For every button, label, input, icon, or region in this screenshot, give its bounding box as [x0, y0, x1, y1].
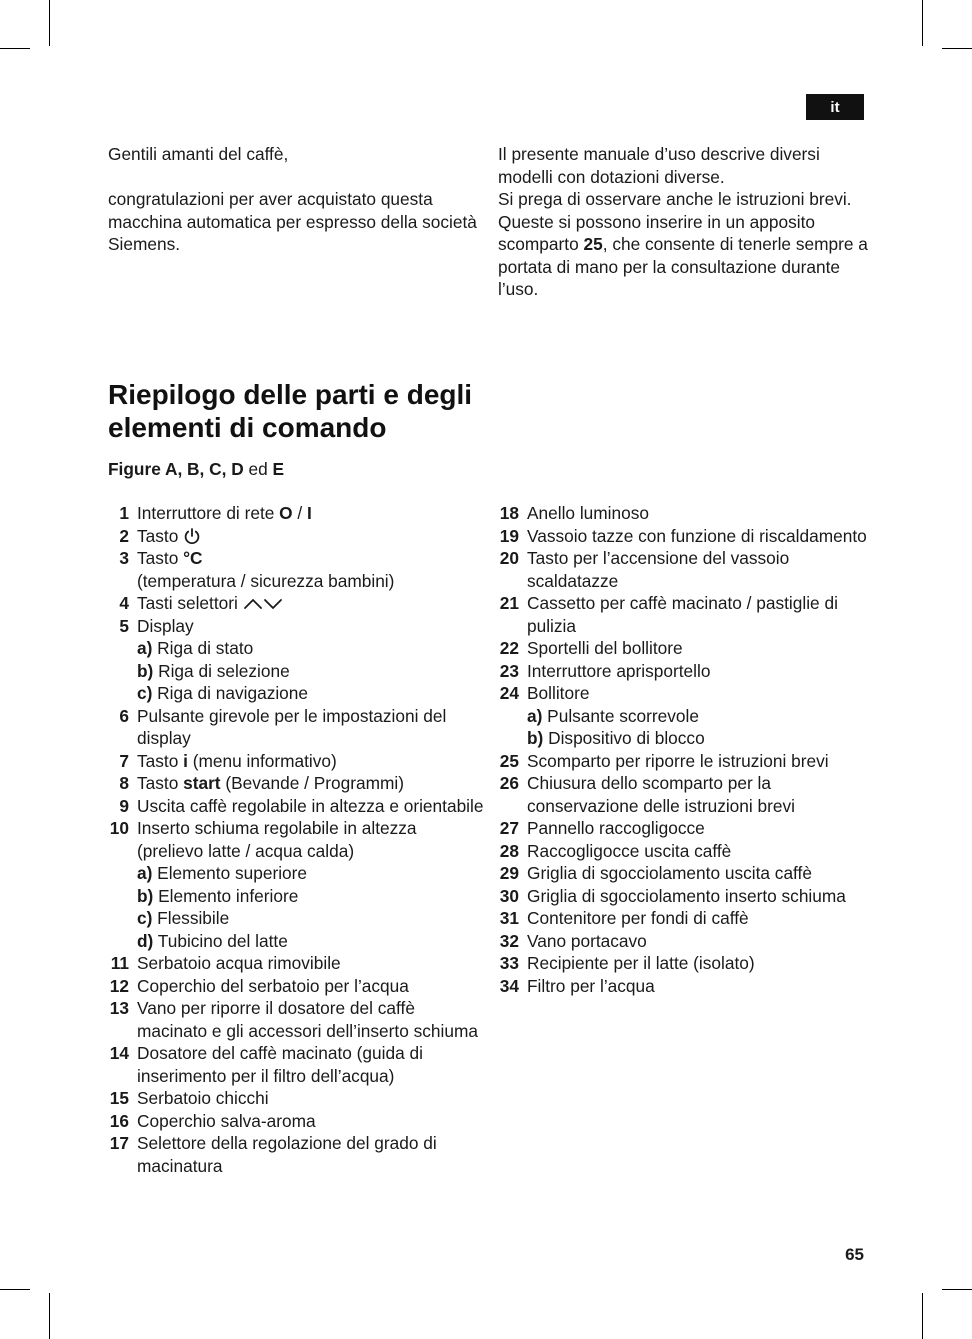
item-label: Tasto: [137, 548, 184, 568]
page-number: 65: [845, 1245, 864, 1264]
item-label: Display: [137, 615, 194, 636]
list-item: [104, 525, 484, 548]
list-item: [494, 637, 874, 660]
item-text: [137, 952, 484, 975]
item-text: [137, 615, 484, 705]
item-text: [137, 547, 484, 592]
switch-on-symbol: O: [279, 503, 293, 523]
item-number: 19: [499, 525, 519, 546]
item-text: [527, 660, 874, 683]
item-text: [527, 502, 874, 525]
sub-item-label: Riga di stato: [152, 638, 254, 658]
item-number: 1: [119, 503, 129, 523]
item-number: 20: [499, 548, 519, 568]
item-number: 23: [499, 660, 519, 681]
item-text: [527, 930, 874, 953]
item-number: 27: [499, 818, 519, 838]
item-number: 3: [119, 548, 129, 568]
item-text: [137, 772, 484, 795]
item-number: 16: [109, 1110, 129, 1131]
item-number: 24: [499, 683, 519, 703]
sub-item-key: b): [527, 728, 544, 748]
item-label: Tasto per l’accensione del vassoio scaldatazze: [527, 548, 790, 591]
item-number: 29: [499, 863, 519, 883]
list-item: [104, 817, 484, 952]
item-number: 25: [499, 750, 519, 771]
item-number: 31: [499, 908, 519, 928]
item-number: 13: [109, 998, 129, 1018]
item-text: [137, 975, 484, 998]
list-item: [104, 615, 484, 705]
item-number: 26: [499, 773, 519, 793]
chevron-down-icon: [263, 596, 283, 612]
item-label: Tasto: [137, 773, 184, 793]
greeting: Gentili amanti del caffè,: [108, 144, 289, 164]
list-item: [494, 907, 874, 930]
crop-mark: [942, 48, 972, 49]
power-icon: [183, 527, 201, 545]
item-text: [527, 525, 874, 548]
item-text: [527, 862, 874, 885]
key-symbol: start: [183, 773, 221, 793]
item-label: Griglia di sgocciolamento inserto schiuma: [527, 885, 846, 906]
sub-item: [527, 727, 874, 750]
manual-description: Il presente manuale d’uso descrive diversi modelli con dotazioni diverse.: [498, 144, 820, 187]
list-item: [104, 1042, 484, 1087]
item-number: 7: [119, 750, 129, 771]
item-label: Griglia di sgocciolamento uscita caffè: [527, 863, 812, 883]
item-text: [527, 682, 874, 750]
item-text: [527, 907, 874, 930]
item-label: Tasto: [137, 750, 184, 771]
item-label-suffix: (menu informativo): [187, 750, 337, 771]
item-number: 34: [499, 975, 519, 996]
sub-item-label: Elemento inferiore: [153, 885, 299, 906]
intro-text: congratulazioni per aver acquistato questa macchina automatica per espresso della società Siemens.: [108, 189, 477, 254]
sub-item-label: Flessibile: [152, 908, 230, 928]
item-text: [527, 952, 874, 975]
list-item: [104, 772, 484, 795]
item-label: Serbatoio acqua rimovibile: [137, 953, 341, 973]
sub-item: [137, 930, 484, 953]
list-item: [494, 930, 874, 953]
item-number: 17: [109, 1133, 129, 1153]
item-label-suffix: (Bevande / Programmi): [220, 773, 405, 793]
item-text: [137, 817, 484, 952]
chevron-up-icon: [243, 596, 263, 612]
item-number: 2: [119, 525, 129, 546]
sub-item-label: Pulsante scorrevole: [542, 705, 699, 726]
sub-item-label: Dispositivo di blocco: [543, 728, 705, 748]
list-item: [104, 952, 484, 975]
sub-item-key: a): [527, 705, 543, 726]
item-text: [137, 592, 484, 615]
sub-item: [137, 885, 484, 908]
item-number: 21: [499, 593, 519, 613]
sub-item: [137, 660, 484, 683]
item-label: Raccogligocce uscita caffè: [527, 840, 732, 861]
list-item: [494, 952, 874, 975]
item-label: Serbatoio chicchi: [137, 1088, 269, 1108]
crop-mark: [922, 0, 923, 46]
item-label: Selettore della regolazione del grado di macinatura: [137, 1133, 437, 1176]
item-number: 6: [119, 705, 129, 726]
item-number: 11: [110, 953, 129, 973]
item-number: 14: [109, 1043, 129, 1063]
item-text: [137, 795, 484, 818]
list-item: [494, 502, 874, 525]
sub-item-key: d): [137, 930, 154, 951]
item-number: 32: [499, 930, 519, 951]
separator: /: [292, 503, 308, 523]
list-item: [494, 592, 874, 637]
parts-list-left: [104, 502, 484, 1177]
list-item: [104, 502, 484, 525]
item-label: Inserto schiuma regolabile in altezza (prelievo latte / acqua calda): [137, 818, 417, 861]
sub-item-key: b): [137, 660, 154, 681]
item-number: 15: [109, 1088, 129, 1108]
item-text: [527, 885, 874, 908]
item-text: [137, 1087, 484, 1110]
crop-mark: [0, 1289, 30, 1290]
item-label: Tasto: [137, 525, 184, 546]
sub-item: [137, 862, 484, 885]
sub-item-key: c): [137, 908, 153, 928]
intro-left: [108, 143, 478, 256]
switch-off-symbol: I: [307, 503, 312, 523]
section-heading: Riepilogo delle parti e degli elementi di comando: [108, 379, 473, 443]
item-text: [527, 772, 874, 817]
key-symbol: °C: [183, 548, 203, 568]
key-symbol: i: [183, 750, 188, 771]
item-text: [527, 975, 874, 998]
item-number: 8: [119, 773, 129, 793]
item-number: 4: [119, 593, 129, 613]
list-item: [104, 750, 484, 773]
list-item: [494, 682, 874, 750]
sub-item: [137, 907, 484, 930]
item-label: Tasti selettori: [137, 593, 243, 613]
item-label: Pulsante girevole per le impostazioni del display: [137, 705, 447, 748]
item-number: 28: [499, 840, 519, 861]
list-item: [104, 1110, 484, 1133]
crop-mark: [49, 1293, 50, 1339]
language-tab: it: [806, 94, 864, 120]
sub-item-label: Riga di navigazione: [152, 683, 309, 703]
sub-item: [527, 705, 874, 728]
sub-item-label: Elemento superiore: [152, 863, 308, 883]
item-number: 33: [499, 953, 519, 973]
item-text: [137, 997, 484, 1042]
list-item: [104, 1087, 484, 1110]
item-label: Contenitore per fondi di caffè: [527, 908, 749, 928]
item-number: 9: [119, 795, 129, 816]
list-item: [494, 975, 874, 998]
item-label: Chiusura dello scomparto per la conservazione delle istruzioni brevi: [527, 773, 795, 816]
sub-item-label: Riga di selezione: [153, 660, 290, 681]
list-item: [494, 840, 874, 863]
item-number: 30: [499, 885, 519, 906]
list-item: [494, 547, 874, 592]
sub-item-key: b): [137, 885, 154, 906]
sub-note: (temperatura / sicurezza bambini): [137, 570, 395, 591]
item-label: Vano portacavo: [527, 930, 647, 951]
item-number: 10: [109, 818, 129, 838]
item-text: [137, 1132, 484, 1177]
item-text: [527, 592, 874, 637]
figures-reference: Figure A, B, C, D ed E: [108, 459, 285, 479]
crop-mark: [0, 48, 30, 49]
item-text: [527, 750, 874, 773]
list-item: [494, 660, 874, 683]
item-text: [137, 705, 484, 750]
list-item: [104, 795, 484, 818]
sub-item-key: a): [137, 638, 153, 658]
item-number: 22: [499, 638, 519, 658]
intro-right: [498, 143, 868, 301]
item-text: [137, 502, 484, 525]
item-label: Interruttore aprisportello: [527, 660, 711, 681]
list-item: [494, 750, 874, 773]
crop-mark: [49, 0, 50, 46]
item-label: Recipiente per il latte (isolato): [527, 953, 755, 973]
crop-mark: [942, 1289, 972, 1290]
list-item: [494, 885, 874, 908]
item-label: Dosatore del caffè macinato (guida di inserimento per il filtro dell’acqua): [137, 1043, 423, 1086]
item-text: [137, 1042, 484, 1087]
item-text: [527, 547, 874, 592]
item-label: Uscita caffè regolabile in altezza e orientabile: [137, 795, 484, 816]
short-instructions-note: Si prega di osservare anche le istruzioni brevi. Queste si possono inserire in un apposito scomparto 25, che consente di tenerle sempre a portata di mano per la consultazione durante l’uso.: [498, 189, 868, 299]
list-item: [494, 862, 874, 885]
item-label: Scomparto per riporre le istruzioni brevi: [527, 750, 829, 771]
item-label: Sportelli del bollitore: [527, 638, 683, 658]
sub-item: [137, 637, 484, 660]
item-text: [527, 817, 874, 840]
item-number: 18: [499, 503, 519, 523]
item-text: [527, 840, 874, 863]
list-item: [104, 547, 484, 592]
parts-list-right: [494, 502, 874, 997]
list-item: [104, 592, 484, 615]
list-item: [104, 1132, 484, 1177]
item-label: Coperchio salva-aroma: [137, 1110, 316, 1131]
list-item: [494, 817, 874, 840]
list-item: [494, 772, 874, 817]
item-label: Vassoio tazze con funzione di riscaldamento: [527, 525, 867, 546]
item-text: [137, 525, 484, 548]
list-item: [104, 975, 484, 998]
list-item: [494, 525, 874, 548]
sub-item-label: Tubicino del latte: [153, 930, 288, 951]
sub-item-key: a): [137, 863, 153, 883]
item-label: Anello luminoso: [527, 503, 649, 523]
item-label: Interruttore di rete: [137, 503, 280, 523]
item-text: [527, 637, 874, 660]
crop-mark: [922, 1293, 923, 1339]
item-label: Filtro per l’acqua: [527, 975, 655, 996]
item-number: 12: [109, 975, 129, 996]
list-item: [104, 997, 484, 1042]
item-label: Coperchio del serbatoio per l’acqua: [137, 975, 409, 996]
item-label: Cassetto per caffè macinato / pastiglie di pulizia: [527, 593, 838, 636]
sub-item: [137, 682, 484, 705]
item-number: 5: [119, 615, 129, 636]
sub-item-key: c): [137, 683, 153, 703]
list-item: [104, 705, 484, 750]
item-label: Vano per riporre il dosatore del caffè macinato e gli accessori dell’inserto schiuma: [137, 998, 478, 1041]
item-label: Bollitore: [527, 683, 590, 703]
item-label: Pannello raccogligocce: [527, 818, 705, 838]
item-text: [137, 750, 484, 773]
item-text: [137, 1110, 484, 1133]
